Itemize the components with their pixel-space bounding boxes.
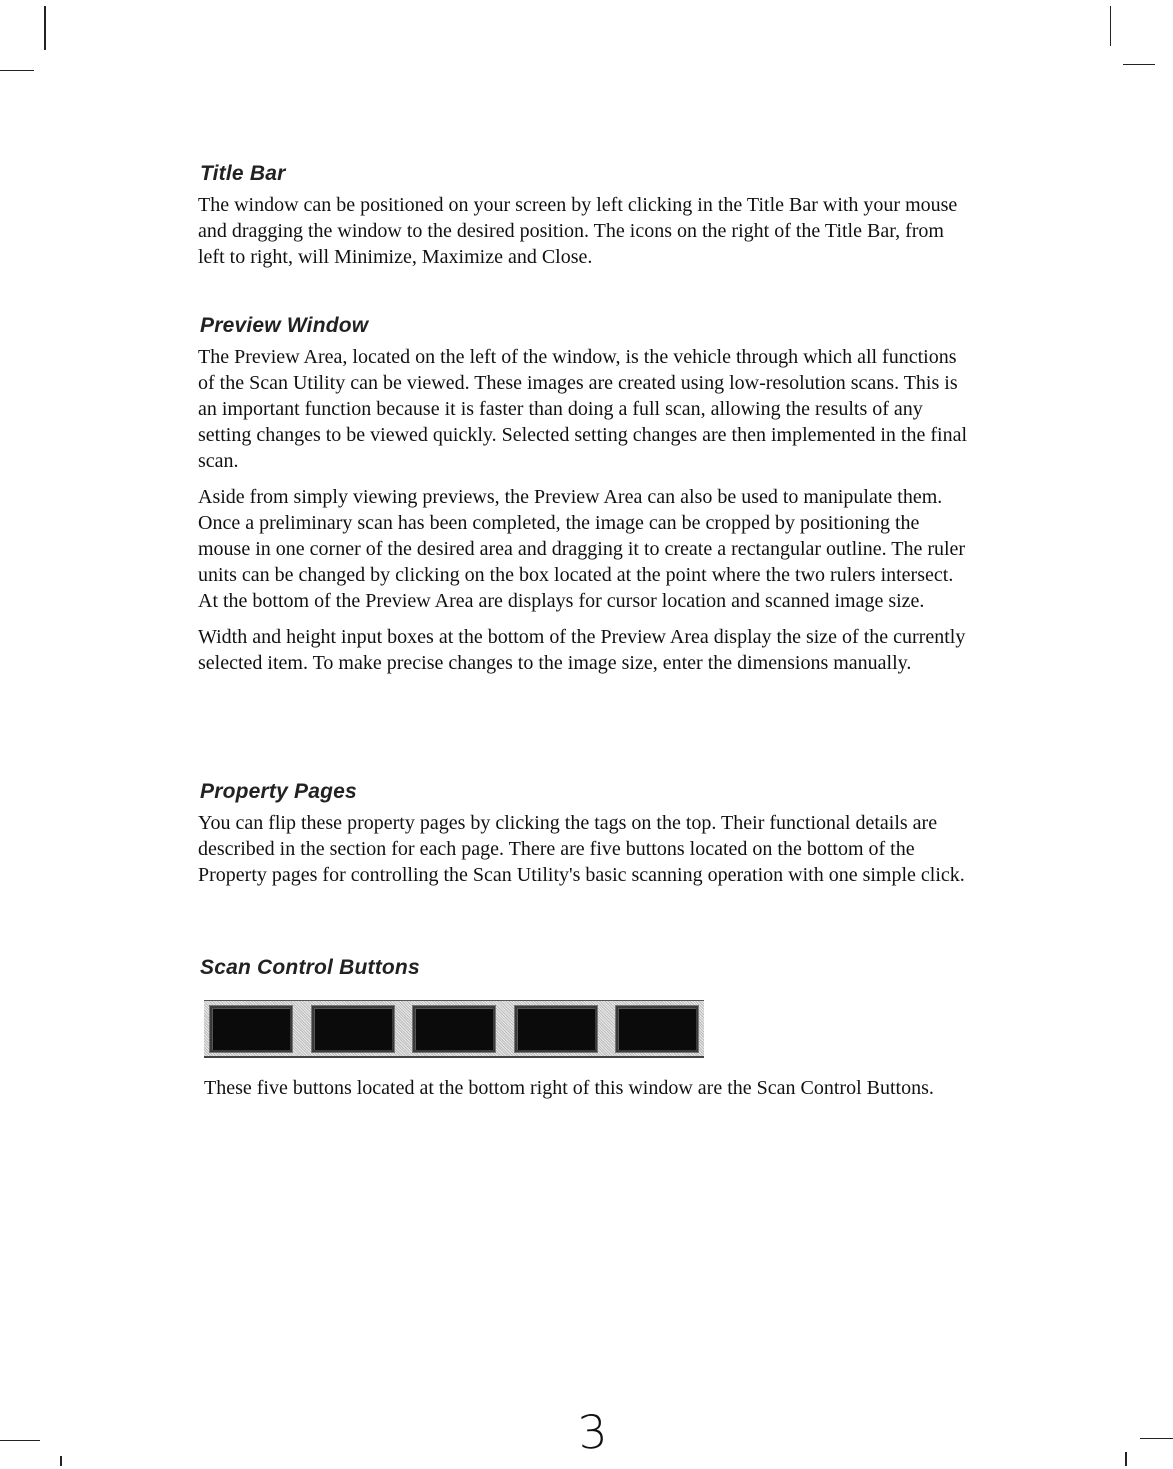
crop-mark — [0, 1440, 40, 1441]
crop-mark — [44, 6, 46, 50]
section-heading: Preview Window — [200, 314, 369, 337]
section-property-pages — [198, 780, 968, 898]
scan-control-button[interactable] — [515, 1006, 597, 1052]
scan-control-button[interactable] — [616, 1006, 698, 1052]
crop-mark — [0, 70, 34, 71]
section-heading: Title Bar — [200, 162, 286, 185]
scan-control-button[interactable] — [413, 1006, 495, 1052]
section-title-bar — [198, 162, 968, 280]
paragraph: Aside from simply viewing previews, the Preview Area can also be used to manipulate them. Once a preliminary scan has been completed, the image can be cropped by positioning the mouse in one corner of the desired area and dragging it to create a rectangular outline. The ruler units can be changed by clicking on the box located at the point where the two rulers intersect. At the bottom of the Preview Area are displays for cursor location and scanned image size. — [198, 486, 966, 612]
scan-control-buttons-image — [204, 1000, 704, 1058]
scan-control-button[interactable] — [210, 1006, 292, 1052]
paragraph: The Preview Area, located on the left of the window, is the vehicle through which all functions of the Scan Utility can be viewed. These images are created using low-resolution scans. This is an important function because it is faster than doing a full scan, allowing the results of any setting changes to be viewed quickly. Selected setting changes are then implemented in the final scan. — [198, 346, 968, 472]
crop-mark — [1125, 1452, 1127, 1466]
section-heading: Property Pages — [200, 780, 357, 803]
paragraph: The window can be positioned on your screen by left clicking in the Title Bar with your mouse and dragging the window to the desired position. The icons on the right of the Title Bar, from left to right, will Minimize, Maximize and Close. — [198, 194, 958, 268]
section-scan-control-buttons — [198, 956, 968, 986]
paragraph: You can flip these property pages by clicking the tags on the top. Their functional details are described in the section for each page. There are five buttons located on the bottom of the Property pages for controlling the Scan Utility's basic scanning operation with one simple click. — [198, 812, 965, 886]
paragraph: Width and height input boxes at the bottom of the Preview Area display the size of the currently selected item. To make precise changes to the image size, enter the dimensions manually. — [198, 626, 966, 674]
crop-mark — [1110, 6, 1111, 46]
scan-control-button[interactable] — [312, 1006, 394, 1052]
scan-buttons-caption: These five buttons located at the bottom right of this window are the Scan Control Buttons. — [204, 1077, 934, 1099]
crop-mark — [60, 1456, 62, 1466]
page-number: 3 — [576, 1404, 610, 1460]
section-preview-window — [198, 314, 968, 686]
crop-mark — [1123, 64, 1155, 65]
section-heading: Scan Control Buttons — [200, 956, 420, 979]
crop-mark — [1140, 1438, 1173, 1439]
